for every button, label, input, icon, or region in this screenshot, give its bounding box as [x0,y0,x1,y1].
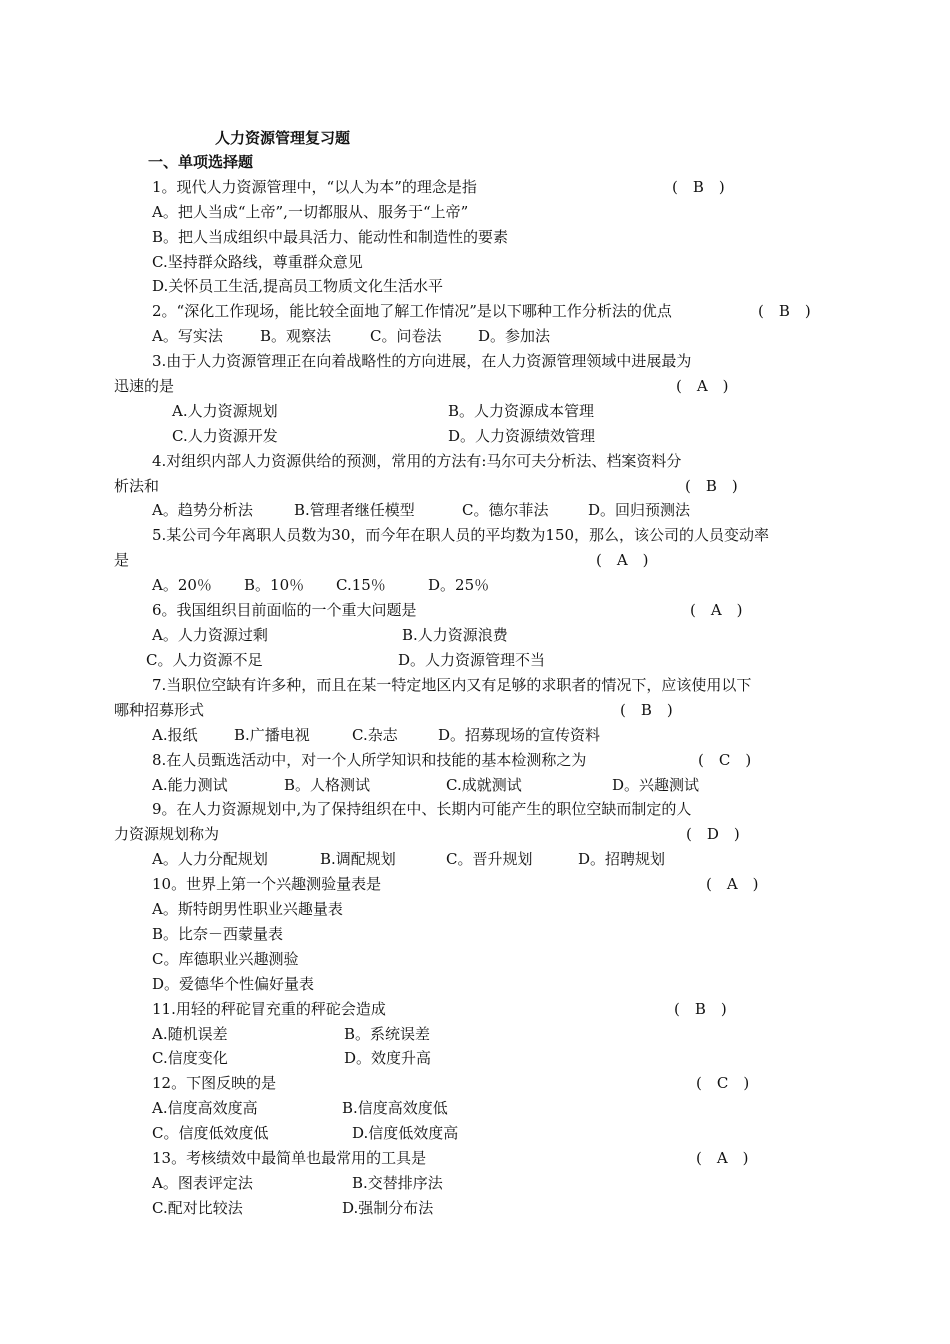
question-4-cont: 析法和 [114,477,160,495]
q8-option-a: A.能力测试 [152,776,228,794]
question-10: 10。世界上第一个兴趣测验量表是 [152,875,382,893]
section-heading: 一、单项选择题 [148,153,254,171]
question-2: 2。“深化工作现场，能比较全面地了解工作情况”是以下哪种工作分析法的优点 [152,302,672,320]
answer-12: ( C ) [696,1074,750,1092]
q5-option-a: A。20％ [152,576,212,594]
q8-option-d: D。兴趣测试 [612,776,700,794]
answer-11: ( B ) [674,1000,727,1018]
q12-option-c: C。信度低效度低 [152,1124,269,1142]
q4-option-b: B.管理者继任模型 [294,501,415,519]
q9-option-b: B.调配规划 [320,850,396,868]
answer-9: ( D ) [686,825,740,843]
q11-option-b: B。系统误差 [344,1025,431,1043]
q7-option-a: A.报纸 [152,726,198,744]
answer-3: ( A ) [676,377,729,395]
q3-option-b: B。人力资源成本管理 [448,402,595,420]
question-13: 13。考核绩效中最简单也最常用的工具是 [152,1149,427,1167]
q7-option-b: B.广播电视 [234,726,310,744]
question-7-cont: 哪种招募形式 [114,701,205,719]
q11-option-d: D。效度升高 [344,1049,432,1067]
q2-option-b: B。观察法 [260,327,332,345]
answer-1: ( B ) [672,178,725,196]
q13-option-a: A。图表评定法 [152,1174,253,1192]
q12-option-d: D.信度低效度高 [352,1124,459,1142]
question-11: 11.用轻的秤砣冒充重的秤砣会造成 [152,1000,386,1018]
question-12: 12。下图反映的是 [152,1074,277,1092]
q11-option-a: A.随机误差 [152,1025,228,1043]
question-8: 8.在人员甄选活动中，对一个人所学知识和技能的基本检测称之为 [152,751,587,769]
q3-option-a: A.人力资源规划 [172,402,278,420]
answer-5: ( A ) [596,551,649,569]
answer-8: ( C ) [698,751,752,769]
q4-option-c: C。德尔菲法 [462,501,549,519]
q3-option-c: C.人力资源开发 [172,427,278,445]
question-9: 9。在人力资源规划中,为了保持组织在中、长期内可能产生的职位空缺而制定的人 [152,800,692,818]
q8-option-c: C.成就测试 [446,776,522,794]
q5-option-b: B。10％ [244,576,305,594]
answer-6: ( A ) [690,601,743,619]
q1-option-d: D.关怀员工生活,提高员工物质文化生活水平 [152,277,444,295]
q8-option-b: B。人格测试 [284,776,371,794]
q9-option-d: D。招聘规划 [578,850,666,868]
question-1: 1。现代人力资源管理中，“以人为本”的理念是指 [152,178,477,196]
q12-option-b: B.信度高效度低 [342,1099,448,1117]
q11-option-c: C.信度变化 [152,1049,228,1067]
document-title: 人力资源管理复习题 [215,129,351,147]
q1-option-c: C.坚持群众路线，尊重群众意见 [152,253,363,271]
q10-option-b: B。比奈－西蒙量表 [152,925,284,943]
question-9-cont: 力资源规划称为 [114,825,220,843]
q2-option-d: D。参加法 [478,327,551,345]
question-4: 4.对组织内部人力资源供给的预测，常用的方法有:马尔可夫分析法、档案资料分 [152,452,682,470]
q5-option-c: C.15％ [336,576,386,594]
q2-option-a: A。写实法 [152,327,223,345]
q7-option-c: C.杂志 [352,726,398,744]
q6-option-d: D。人力资源管理不当 [398,651,546,669]
question-3-cont: 迅速的是 [114,377,175,395]
question-5-cont: 是 [114,551,130,569]
q9-option-c: C。晋升规划 [446,850,533,868]
q1-option-a: A。把人当成“上帝”,一切都服从、服务于“上帝” [152,203,469,221]
question-3: 3.由于人力资源管理正在向着战略性的方向进展，在人力资源管理领域中进展最为 [152,352,692,370]
question-6: 6。我国组织目前面临的一个重大问题是 [152,601,417,619]
answer-7: ( B ) [620,701,673,719]
q13-option-b: B.交替排序法 [352,1174,443,1192]
q4-option-a: A。趋势分析法 [152,501,253,519]
q2-option-c: C。问卷法 [370,327,442,345]
q6-option-a: A。人力资源过剩 [152,626,268,644]
q7-option-d: D。招募现场的宣传资料 [438,726,601,744]
answer-2: ( B ) [758,302,811,320]
q4-option-d: D。回归预测法 [588,501,691,519]
q10-option-c: C。库德职业兴趣测验 [152,950,299,968]
q6-option-c: C。人力资源不足 [146,651,263,669]
q10-option-d: D。爱德华个性偏好量表 [152,975,315,993]
q12-option-a: A.信度高效度高 [152,1099,258,1117]
q5-option-d: D。25％ [428,576,490,594]
answer-10: ( A ) [706,875,759,893]
answer-13: ( A ) [696,1149,749,1167]
q1-option-b: B。把人当成组织中最具活力、能动性和制造性的要素 [152,228,509,246]
q10-option-a: A。斯特朗男性职业兴趣量表 [152,900,343,918]
q3-option-d: D。人力资源绩效管理 [448,427,596,445]
q13-option-d: D.强制分布法 [342,1199,434,1217]
answer-4: ( B ) [685,477,738,495]
q13-option-c: C.配对比较法 [152,1199,243,1217]
q9-option-a: A。人力分配规划 [152,850,268,868]
question-7: 7.当职位空缺有许多种，而且在某一特定地区内又有足够的求职者的情况下，应该使用以下 [152,676,752,694]
question-5: 5.某公司今年离职人员数为30，而今年在职人员的平均数为150，那么，该公司的人员变动率 [152,526,770,544]
q6-option-b: B.人力资源浪费 [402,626,508,644]
